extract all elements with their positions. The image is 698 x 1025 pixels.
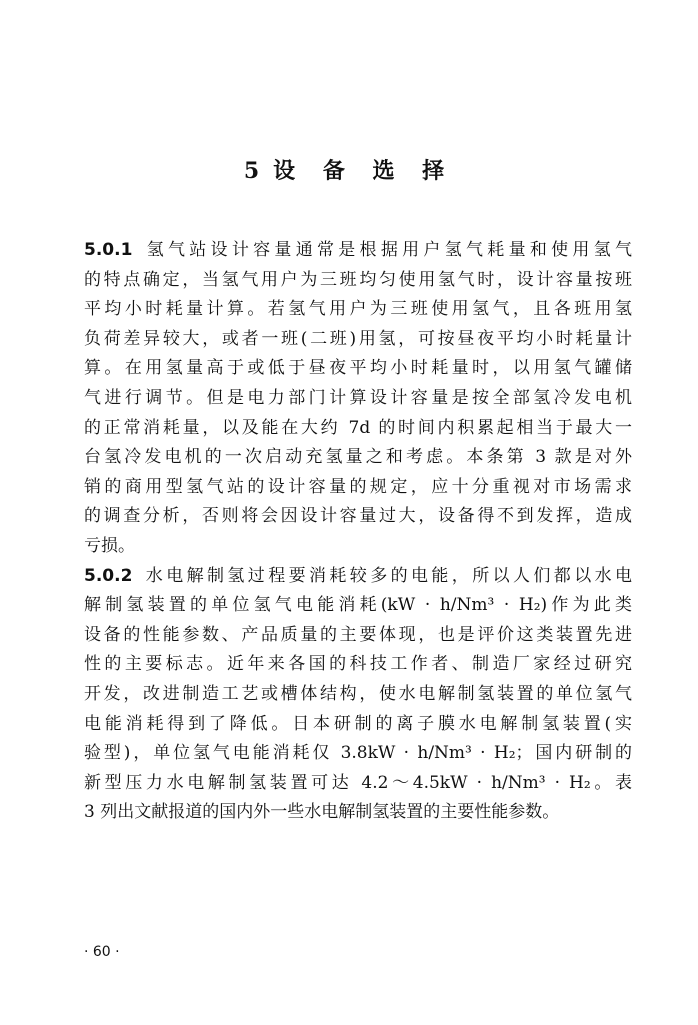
paragraph-line: 的调查分析，否则将会因设计容量过大，设备得不到发挥，造成: [84, 506, 632, 527]
paragraph-line: 5.0.1 氢气站设计容量通常是根据用户氢气耗量和使用氢气: [84, 240, 632, 260]
paragraph-line: 5.0.2 水电解制氢过程要消耗较多的电能，所以人们都以水电: [84, 565, 632, 586]
paragraph-line: 电能消耗得到了降低。日本研制的离子膜水电解制氢装置(实: [84, 713, 632, 734]
paragraph-line: 性的主要标志。近年来各国的科技工作者、制造厂家经过研究: [84, 654, 632, 675]
paragraph-line: 的特点确定，当氢气用户为三班均匀使用氢气时，设计容量按班: [84, 269, 632, 290]
paragraph-line: 设备的性能参数、产品质量的主要体现，也是评价这类装置先进: [84, 624, 632, 645]
chapter-title: 设 备 选 择: [273, 158, 455, 184]
paragraph-line: 亏损。: [84, 535, 135, 556]
section-number: 5.0.1: [84, 240, 133, 260]
body-text: [84, 236, 632, 828]
paragraph-line: 算。在用氢量高于或低于昼夜平均小时耗量时，以用氢气罐储: [84, 358, 632, 379]
paragraph-line: 台氢冷发电机的一次启动充氢量之和考虑。本条第 3 款是对外: [84, 447, 632, 468]
paragraph-line: 开发，改进制造工艺或槽体结构，使水电解制氢装置的单位氢气: [84, 683, 632, 704]
paragraph-line: 3 列出文献报道的国内外一些水电解制氢装置的主要性能参数。: [84, 802, 560, 823]
section-number: 5.0.2: [84, 565, 133, 586]
paragraph-line: 平均小时耗量计算。若氢气用户为三班使用氢气，且各班用氢: [84, 299, 632, 320]
paragraph-line: 负荷差异较大，或者一班(二班)用氢，可按昼夜平均小时耗量计: [84, 328, 632, 349]
paragraph-line: 验型)，单位氢气电能消耗仅 3.8kW · h/Nm³ · H₂；国内研制的: [84, 743, 632, 764]
paragraph-line: 的正常消耗量，以及能在大约 7d 的时间内积累起相当于最大一: [84, 417, 632, 438]
paragraph-line: 气进行调节。但是电力部门计算设计容量是按全部氢冷发电机: [84, 387, 632, 408]
page-number: · 60 ·: [84, 944, 120, 960]
chapter-heading: [0, 154, 698, 185]
paragraph-line: 销的商用型氢气站的设计容量的规定，应十分重视对市场需求: [84, 476, 632, 497]
paragraph-line: 解制氢装置的单位氢气电能消耗(kW · h/Nm³ · H₂)作为此类: [84, 595, 632, 616]
chapter-number: 5: [243, 158, 260, 184]
paragraph-line: 新型压力水电解制氢装置可达 4.2～4.5kW · h/Nm³ · H₂。表: [84, 772, 632, 793]
